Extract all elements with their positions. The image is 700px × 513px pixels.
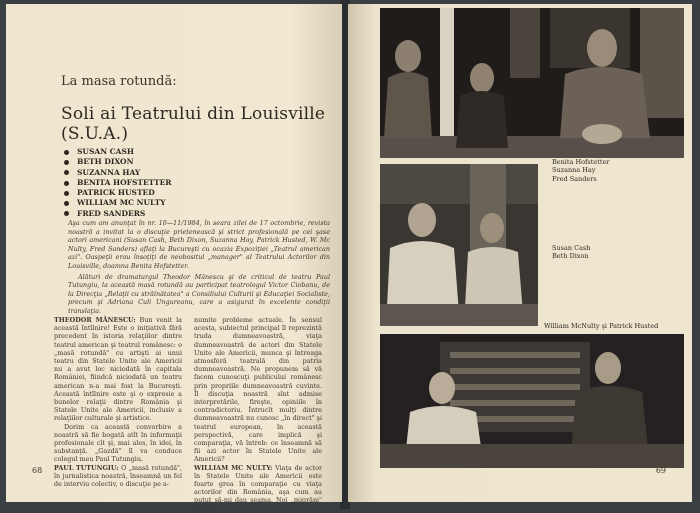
cast-item: FRED SANDERS xyxy=(64,209,172,219)
bullet-icon xyxy=(64,160,69,165)
bullet-icon xyxy=(64,211,69,216)
paragraph: WILLIAM MC NULTY: Viaţa de actor în Statele Unite ale Americii este foarte grea în comparaţie cu viaţa actorilor din România, aşa cum au putut să-mi dau seama. Noi „migrăm" perma- xyxy=(194,463,322,513)
bullet-icon xyxy=(64,191,69,196)
paragraph: PAUL TUTUNGIU: O „masă rotundă", în jurnalistica noastră, înseamnă un fel de interviu colectiv, o discuţie pe a- xyxy=(54,463,182,489)
paragraph: numite probleme actuale. În sensul acesta, subiectul principal îl reprezintă truda dumneavoastră, viaţa dumneavoastră de actori din Statele Unite ale Americii, munca şi întreaga atmosferă teatrală din patria dumneavoastră. Ne propunem să vă facem cunoscuţi publicului românesc prin propriile dumneavoastră cuvinte. Îl discuţia noastră sînt admise interpretările, fireşte, opiniile în contradictoriu. Întrucît mulţi dintre dumneavoastră nu cunosc „în direct" şi teatrul european, în această perspectivă, care implică şi comparaţia, vă întreb: ce înseamnă să fii azi actor în Statele Unite ale Americii? xyxy=(194,316,322,464)
page-number-left: 68 xyxy=(32,466,43,475)
caption-photo-3: William McNulty şi Patrick Husted xyxy=(544,322,659,330)
cast-item: BETH DIXON xyxy=(64,157,172,167)
intro-paragraph: Alături de dramaturgul Theodor Mănescu şi de criticul de teatru Paul Tutungiu, la această masă rotundă au participat teatrologul Victor Ciobanu, de la Direcţia „Relaţii cu străinătatea" a Consiliului Culturii şi Educaţiei Socialiste, precum şi Adriana Culi Ungureanu, care a asigurat în excelente condiţii translaţia. xyxy=(68,272,330,315)
text-column-1 xyxy=(54,316,182,488)
photo-two-actresses xyxy=(380,164,538,326)
bullet-icon xyxy=(64,201,69,206)
paragraph: Dorim ca această convorbire a noastră să fie bogată atît în informaţii profesionale cît şi, mai ales, în idei, în substanţă. „Gazdă" îl va conduce colegul meu Paul Tutungiu. xyxy=(54,422,182,464)
bullet-icon xyxy=(64,150,69,155)
article-title: Soli ai Teatrului din Louisville (S.U.A.) xyxy=(61,104,326,144)
photo-three-actors xyxy=(380,8,684,158)
bullet-icon xyxy=(64,170,69,175)
left-page xyxy=(6,4,342,513)
bullet-icon xyxy=(64,181,69,186)
photo-two-actors xyxy=(380,334,684,468)
caption-photo-1: Benita Hofstetter Suzanna Hay Fred Sanders xyxy=(552,158,610,183)
paragraph: THEODOR MĂNESCU: Bun venit la această întîlnire! Este o iniţiativă fără precedent în istoria relaţiilor dintre teatrul american şi teatrul românesc: o „masă rotundă" cu artişti ai unui teatru din Statele Unite ale Americii nu a avut loc niciodată în capitala României, fiindcă niciodată un teatru american n-a mai fost la Bucureşti. Această întîlnire este şi o expresie a bunelor relaţii dintre România şi Statele Unite ale Americii, inclusiv a relaţiilor culturale şi artistice. xyxy=(54,316,182,423)
section-kicker: La masa rotundă: xyxy=(61,74,177,89)
page-number-right: 69 xyxy=(655,466,666,475)
cast-item: WILLIAM MC NULTY xyxy=(64,198,172,208)
cast-item: PATRICK HUSTED xyxy=(64,188,172,198)
cast-list xyxy=(64,147,172,219)
intro-paragraph: Aşa cum am anunţat în nr. 10—11/1984, în seara zilei de 17 octombrie, revista noastră a invitat la o discuţie prietenească şi strict profesională pe cei şase actori americani (Susan Cash, Beth Dixon, Suzanna Hay, Patrick Husted, W. Mc Nulty, Fred Sanders) aflaţi la Bucureşti cu ocazia Expoziţiei „Teatrul american azi". Oaspeţii erau însoţiţi de neobositul „manager" al Teatrului Actorilor din Louisville, doamna Benita Hofstetter. xyxy=(68,219,330,270)
cast-item: SUSAN CASH xyxy=(64,147,172,157)
cast-item: BENITA HOFSTETTER xyxy=(64,178,172,188)
caption-photo-2: Susan Cash Beth Dixon xyxy=(552,244,591,261)
cast-item: SUZANNA HAY xyxy=(64,168,172,178)
intro-text xyxy=(68,219,330,316)
text-column-2 xyxy=(194,316,322,513)
right-page xyxy=(348,4,692,502)
